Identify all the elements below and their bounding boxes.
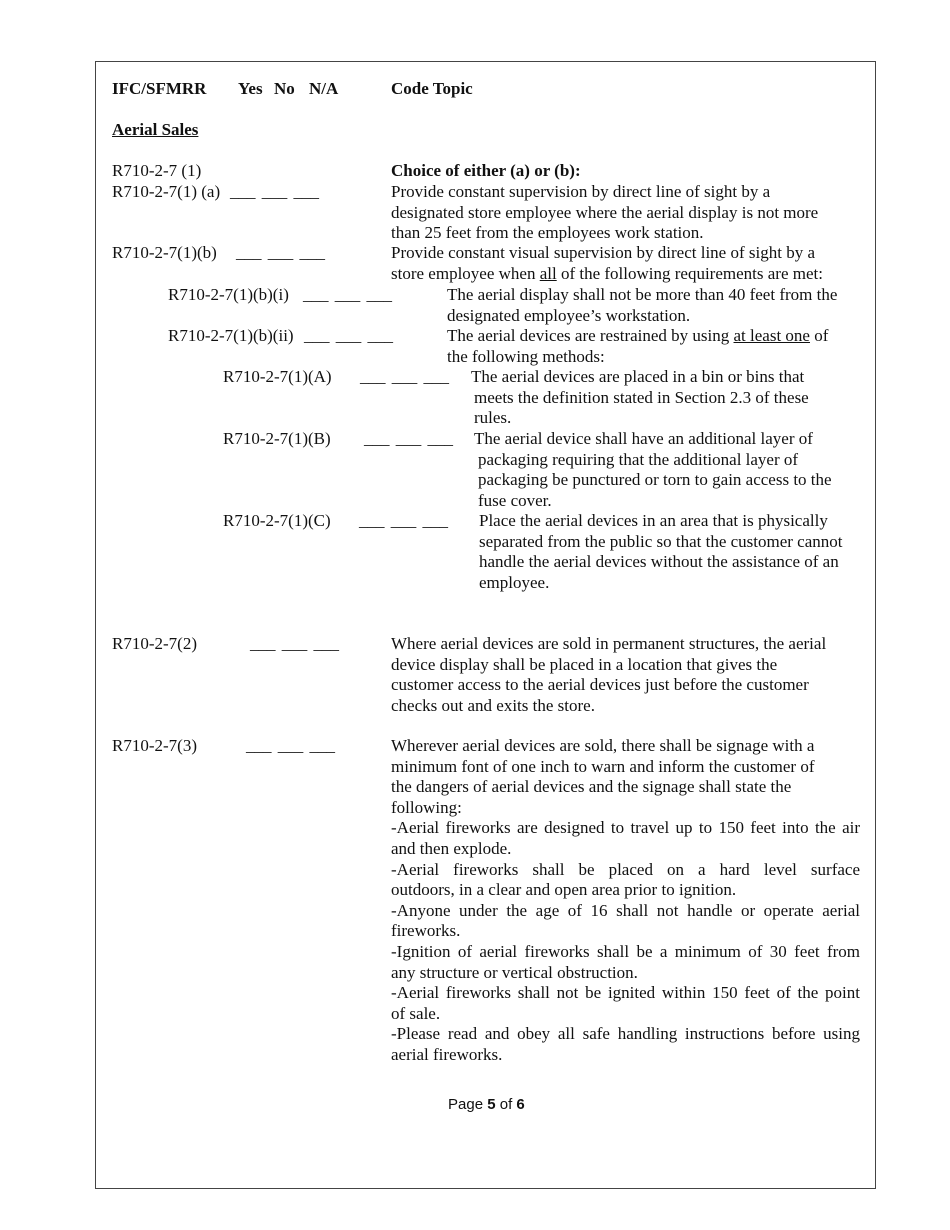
signage-bullet: -Please read and obey all safe handling instructions before using bbox=[391, 1024, 860, 1044]
blanks-r1a[interactable]: ___ ___ ___ bbox=[230, 182, 319, 201]
text-line: The aerial device shall have an additional layer of bbox=[474, 429, 813, 448]
signage-bullet: -Aerial fireworks shall not be ignited within 150 feet of the point bbox=[391, 983, 860, 1003]
code-r1a: R710-2-7(1) (a) bbox=[112, 182, 221, 201]
code-r1bi: R710-2-7(1)(b)(i) bbox=[168, 285, 289, 304]
text-line: the following methods: bbox=[447, 346, 605, 366]
text-line: handle the aerial devices without the assistance of an bbox=[479, 552, 839, 572]
text-part: of bbox=[809, 326, 829, 345]
current-page: 5 bbox=[487, 1096, 496, 1113]
signage-bullet-cont: outdoors, in a clear and open area prior to ignition. bbox=[391, 880, 737, 900]
blanks-r1b[interactable]: ___ ___ ___ bbox=[236, 243, 325, 262]
blanks-r1bi[interactable]: ___ ___ ___ bbox=[303, 285, 392, 304]
text-part: store employee when bbox=[391, 263, 540, 283]
topic-r1: Choice of either (a) or (b): bbox=[391, 161, 581, 180]
topic-r3 bbox=[391, 736, 860, 1066]
text-part: of the following requirements are met: bbox=[556, 263, 823, 283]
text-line: fuse cover. bbox=[478, 490, 552, 510]
text-line bbox=[391, 264, 823, 285]
topic-r1bii bbox=[447, 326, 828, 367]
section-title: Aerial Sales bbox=[112, 120, 199, 139]
blanks-r3[interactable]: ___ ___ ___ bbox=[246, 736, 335, 755]
text-line: Wherever aerial devices are sold, there shall be signage with a bbox=[391, 736, 815, 755]
text-line: following: bbox=[391, 797, 462, 817]
signage-bullet: -Anyone under the age of 16 shall not handle or operate aerial bbox=[391, 900, 860, 920]
text-line: customer access to the aerial devices just before the customer bbox=[391, 675, 809, 695]
text-line: separated from the public so that the customer cannot bbox=[479, 531, 843, 551]
text-line: minimum font of one inch to warn and inform the customer of bbox=[391, 756, 815, 776]
topic-r1a bbox=[391, 182, 818, 244]
signage-bullet: -Aerial fireworks shall be placed on a hard level surface bbox=[391, 859, 860, 879]
text-line: Provide constant supervision by direct line of sight by a bbox=[391, 182, 771, 201]
header-yes: Yes bbox=[238, 79, 263, 98]
blanks-r2[interactable]: ___ ___ ___ bbox=[250, 634, 339, 653]
text-line: The aerial display shall not be more than 40 feet from the bbox=[447, 285, 838, 304]
text-line: designated store employee where the aerial display is not more bbox=[391, 202, 819, 222]
text-line: employee. bbox=[479, 572, 550, 592]
code-r3: R710-2-7(3) bbox=[112, 736, 197, 755]
header-na: N/A bbox=[309, 79, 339, 98]
total-pages: 6 bbox=[516, 1096, 525, 1113]
text-line: checks out and exits the store. bbox=[391, 695, 595, 715]
header-ifc-sfmrr: IFC/SFMRR bbox=[112, 79, 207, 98]
text-line: designated employee’s workstation. bbox=[447, 305, 691, 325]
blanks-rB[interactable]: ___ ___ ___ bbox=[364, 429, 453, 448]
topic-r1b bbox=[391, 243, 823, 284]
page-number bbox=[448, 1096, 525, 1113]
signage-bullet-cont: and then explode. bbox=[391, 838, 512, 858]
code-rB: R710-2-7(1)(B) bbox=[223, 429, 331, 448]
underlined-all: all bbox=[539, 263, 557, 283]
code-r1: R710-2-7 (1) bbox=[112, 161, 202, 180]
text-line: Where aerial devices are sold in permanent structures, the aerial bbox=[391, 634, 827, 653]
header-code-topic: Code Topic bbox=[391, 79, 473, 98]
text-line: Place the aerial devices in an area that is physically bbox=[479, 511, 828, 530]
underlined-at-least-one: at least one bbox=[733, 326, 810, 345]
code-rA: R710-2-7(1)(A) bbox=[223, 367, 332, 386]
code-rC: R710-2-7(1)(C) bbox=[223, 511, 331, 530]
topic-rB bbox=[474, 429, 832, 511]
header-no: No bbox=[274, 79, 295, 98]
page-word: Page bbox=[448, 1096, 484, 1113]
blanks-rC[interactable]: ___ ___ ___ bbox=[359, 511, 448, 530]
text-line: device display shall be placed in a location that gives the bbox=[391, 654, 778, 674]
text-line: the dangers of aerial devices and the signage shall state the bbox=[391, 777, 792, 797]
signage-bullet-cont: aerial fireworks. bbox=[391, 1044, 503, 1064]
text-line bbox=[447, 326, 828, 347]
blanks-rA[interactable]: ___ ___ ___ bbox=[360, 367, 449, 386]
topic-r1bi bbox=[447, 285, 837, 326]
signage-bullet-cont: any structure or vertical obstruction. bbox=[391, 962, 638, 982]
text-line: rules. bbox=[474, 408, 512, 428]
topic-rC bbox=[479, 511, 843, 593]
topic-rA bbox=[471, 367, 809, 429]
text-line: Provide constant visual supervision by direct line of sight by a bbox=[391, 243, 815, 262]
signage-bullet-cont: fireworks. bbox=[391, 921, 461, 941]
of-word: of bbox=[499, 1096, 513, 1113]
text-line: The aerial devices are placed in a bin or bins that bbox=[471, 367, 805, 386]
text-line: packaging be punctured or torn to gain access to the bbox=[478, 470, 832, 490]
text-line: packaging requiring that the additional layer of bbox=[478, 449, 799, 469]
blanks-r1bii[interactable]: ___ ___ ___ bbox=[304, 326, 393, 345]
text-part: The aerial devices are restrained by using bbox=[447, 326, 734, 345]
text-line: meets the definition stated in Section 2.3 of these bbox=[474, 387, 809, 407]
text-line: than 25 feet from the employees work station. bbox=[391, 223, 704, 243]
signage-bullet-cont: of sale. bbox=[391, 1003, 441, 1023]
signage-bullet: -Ignition of aerial fireworks shall be a minimum of 30 feet from bbox=[391, 941, 860, 961]
topic-r2 bbox=[391, 634, 826, 716]
signage-bullet: -Aerial fireworks are designed to travel up to 150 feet into the air bbox=[391, 818, 860, 838]
code-r1bii: R710-2-7(1)(b)(ii) bbox=[168, 326, 294, 345]
code-r2: R710-2-7(2) bbox=[112, 634, 197, 653]
code-r1b: R710-2-7(1)(b) bbox=[112, 243, 217, 262]
